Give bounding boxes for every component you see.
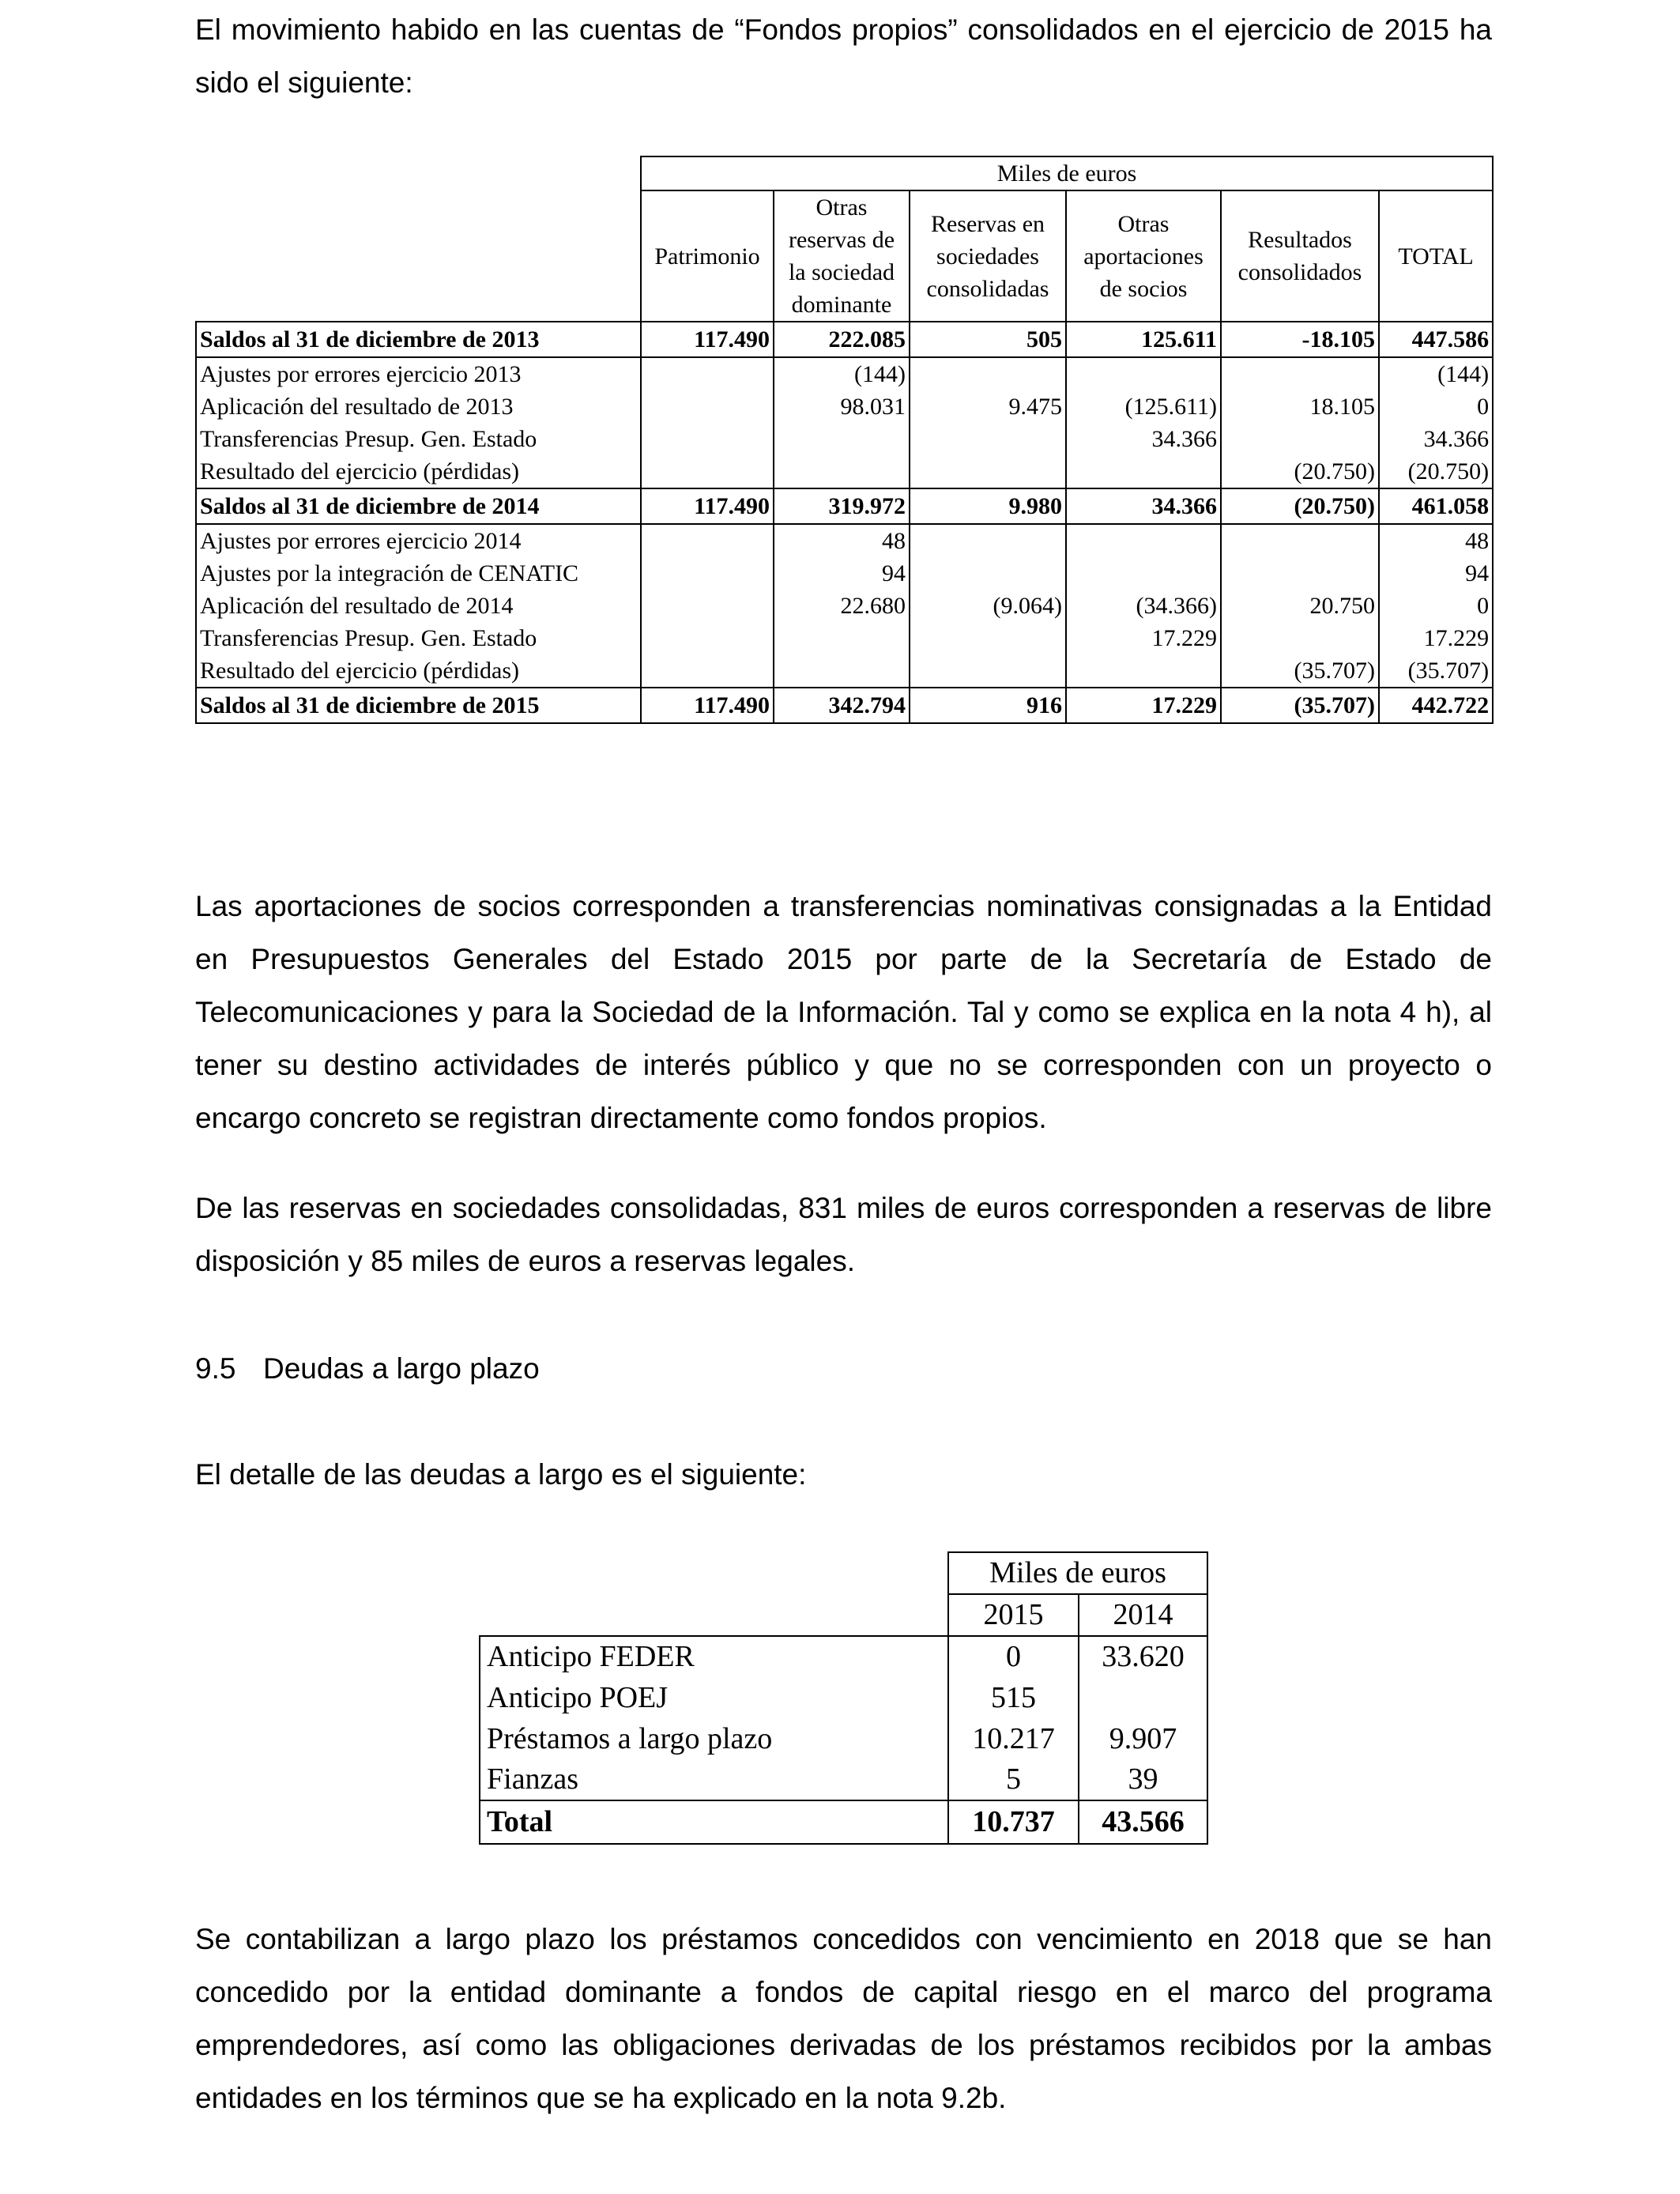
total-value: 10.737	[948, 1800, 1079, 1844]
section-number: 9.5	[195, 1352, 236, 1385]
cell-value: (20.750)	[1221, 488, 1379, 524]
cell-value: 94	[1379, 557, 1493, 590]
cell-value: 9.907	[1079, 1718, 1207, 1759]
cell-value: 34.366	[1066, 488, 1221, 524]
row-label: Transferencias Presup. Gen. Estado	[196, 423, 641, 455]
cell-value	[641, 557, 774, 590]
cell-value	[1066, 654, 1221, 688]
column-header: Patrimonio	[641, 190, 774, 322]
table-row	[196, 654, 1493, 688]
column-header: Otras reservas de la sociedad dominante	[774, 190, 910, 322]
row-label: Transferencias Presup. Gen. Estado	[196, 622, 641, 654]
table-row	[196, 423, 1493, 455]
row-label: Saldos al 31 de diciembre de 2015	[196, 688, 641, 723]
total-value: 43.566	[1079, 1800, 1207, 1844]
cell-value: 20.750	[1221, 590, 1379, 622]
balance-row	[196, 688, 1493, 723]
cell-value: 342.794	[774, 688, 910, 723]
cell-value	[641, 590, 774, 622]
cell-value: 9.980	[910, 488, 1066, 524]
cell-value: 48	[1379, 524, 1493, 557]
section-title: Deudas a largo plazo	[263, 1352, 540, 1385]
row-label: Resultado del ejercicio (pérdidas)	[196, 654, 641, 688]
table-row	[196, 590, 1493, 622]
cell-value: 34.366	[1066, 423, 1221, 455]
cell-value: 117.490	[641, 488, 774, 524]
table-row	[196, 390, 1493, 423]
cell-value: 5	[948, 1759, 1079, 1800]
cell-value: -18.105	[1221, 322, 1379, 357]
cell-value: 461.058	[1379, 488, 1493, 524]
row-label: Ajustes por la integración de CENATIC	[196, 557, 641, 590]
cell-value	[641, 423, 774, 455]
total-label: Total	[480, 1800, 948, 1844]
cell-value: 10.217	[948, 1718, 1079, 1759]
cell-value: 34.366	[1379, 423, 1493, 455]
cell-value	[1066, 357, 1221, 390]
cell-value: 17.229	[1066, 622, 1221, 654]
cell-value: 515	[948, 1677, 1079, 1718]
paragraph-aportaciones: Las aportaciones de socios corresponden a transferencias nominativas consignadas a la Entidad en Presupuestos Generales del Estado 2015 por parte de la Secretaría de Estado de Telecomunicaciones y para la Sociedad de la Información. Tal y como se explica en la nota 4 h), al tener su destino actividades de interés público y que no se corresponden con un proyecto o encargo concreto se registran directamente como fondos propios.	[195, 890, 1492, 1134]
row-label: Aplicación del resultado de 2013	[196, 390, 641, 423]
cell-value	[1221, 557, 1379, 590]
cell-value	[641, 654, 774, 688]
equity-movement-table	[195, 156, 1494, 724]
table-row	[196, 524, 1493, 557]
cell-value	[774, 654, 910, 688]
cell-value: 17.229	[1066, 688, 1221, 723]
cell-value: 33.620	[1079, 1636, 1207, 1677]
balance-row	[196, 488, 1493, 524]
column-header: Reservas en sociedades consolidadas	[910, 190, 1066, 322]
cell-value	[1221, 423, 1379, 455]
cell-value: (35.707)	[1221, 654, 1379, 688]
row-label: Saldos al 31 de diciembre de 2014	[196, 488, 641, 524]
column-header: TOTAL	[1379, 190, 1493, 322]
cell-value	[774, 622, 910, 654]
cell-value: (20.750)	[1379, 455, 1493, 488]
cell-value	[910, 423, 1066, 455]
table-row	[480, 1636, 1207, 1677]
cell-value	[910, 622, 1066, 654]
cell-value: 117.490	[641, 322, 774, 357]
column-header: Resultados consolidados	[1221, 190, 1379, 322]
table-row	[480, 1718, 1207, 1759]
row-label: Anticipo POEJ	[480, 1677, 948, 1718]
cell-value	[1221, 524, 1379, 557]
unit-header: Miles de euros	[641, 156, 1493, 190]
cell-value: 125.611	[1066, 322, 1221, 357]
section-heading	[195, 1342, 540, 1395]
row-label: Resultado del ejercicio (pérdidas)	[196, 455, 641, 488]
year-header: 2014	[1079, 1594, 1207, 1636]
row-label: Ajustes por errores ejercicio 2014	[196, 524, 641, 557]
year-header: 2015	[948, 1594, 1079, 1636]
cell-value: 0	[1379, 390, 1493, 423]
cell-value	[910, 654, 1066, 688]
cell-value: (144)	[1379, 357, 1493, 390]
cell-value: 505	[910, 322, 1066, 357]
cell-value	[1066, 524, 1221, 557]
cell-value: (34.366)	[1066, 590, 1221, 622]
cell-value: 18.105	[1221, 390, 1379, 423]
cell-value	[1079, 1677, 1207, 1718]
cell-value: 442.722	[1379, 688, 1493, 723]
cell-value: 22.680	[774, 590, 910, 622]
cell-value	[641, 455, 774, 488]
unit-header: Miles de euros	[948, 1552, 1207, 1594]
paragraph-prestamos: Se contabilizan a largo plazo los préstamos concedidos con vencimiento en 2018 que se han concedido por la entidad dominante a fondos de capital riesgo en el marco del programa emprendedores, así como las obligaciones derivadas de los préstamos recibidos por la ambas entidades en los términos que se ha explicado en la nota 9.2b.	[195, 1923, 1492, 2114]
cell-value: 17.229	[1379, 622, 1493, 654]
cell-value	[641, 622, 774, 654]
cell-value	[1221, 622, 1379, 654]
cell-value	[1066, 557, 1221, 590]
cell-value	[910, 557, 1066, 590]
row-label: Fianzas	[480, 1759, 948, 1800]
cell-value: 48	[774, 524, 910, 557]
cell-value: (20.750)	[1221, 455, 1379, 488]
row-label: Préstamos a largo plazo	[480, 1718, 948, 1759]
table-row	[480, 1677, 1207, 1718]
cell-value: (144)	[774, 357, 910, 390]
cell-value: (9.064)	[910, 590, 1066, 622]
table-row	[196, 357, 1493, 390]
cell-value: 0	[1379, 590, 1493, 622]
cell-value	[1066, 455, 1221, 488]
cell-value: 916	[910, 688, 1066, 723]
cell-value	[910, 455, 1066, 488]
cell-value: (125.611)	[1066, 390, 1221, 423]
cell-value	[1221, 357, 1379, 390]
row-label: Ajustes por errores ejercicio 2013	[196, 357, 641, 390]
cell-value	[910, 357, 1066, 390]
paragraph-reservas: De las reservas en sociedades consolidadas, 831 miles de euros corresponden a reservas de libre disposición y 85 miles de euros a reservas legales.	[195, 1192, 1492, 1277]
cell-value	[774, 423, 910, 455]
total-row	[480, 1800, 1207, 1844]
paragraph-detalle: El detalle de las deudas a largo es el siguiente:	[195, 1458, 807, 1491]
row-label: Saldos al 31 de diciembre de 2013	[196, 322, 641, 357]
table-row	[480, 1759, 1207, 1800]
cell-value: 98.031	[774, 390, 910, 423]
cell-value	[641, 357, 774, 390]
cell-value	[641, 524, 774, 557]
column-header: Otras aportaciones de socios	[1066, 190, 1221, 322]
cell-value: 222.085	[774, 322, 910, 357]
cell-value: 319.972	[774, 488, 910, 524]
cell-value: 39	[1079, 1759, 1207, 1800]
cell-value	[641, 390, 774, 423]
table-row	[196, 622, 1493, 654]
cell-value: 117.490	[641, 688, 774, 723]
cell-value: 447.586	[1379, 322, 1493, 357]
cell-value: (35.707)	[1379, 654, 1493, 688]
cell-value: 0	[948, 1636, 1079, 1677]
long-term-debt-table	[479, 1551, 1208, 1845]
cell-value	[774, 455, 910, 488]
table-row	[196, 455, 1493, 488]
cell-value	[910, 524, 1066, 557]
cell-value: 94	[774, 557, 910, 590]
row-label: Anticipo FEDER	[480, 1636, 948, 1677]
table-row	[196, 557, 1493, 590]
cell-value: 9.475	[910, 390, 1066, 423]
row-label: Aplicación del resultado de 2014	[196, 590, 641, 622]
balance-row	[196, 322, 1493, 357]
intro-paragraph: El movimiento habido en las cuentas de “Fondos propios” consolidados en el ejercicio de 2015 ha sido el siguiente:	[195, 13, 1492, 99]
cell-value: (35.707)	[1221, 688, 1379, 723]
